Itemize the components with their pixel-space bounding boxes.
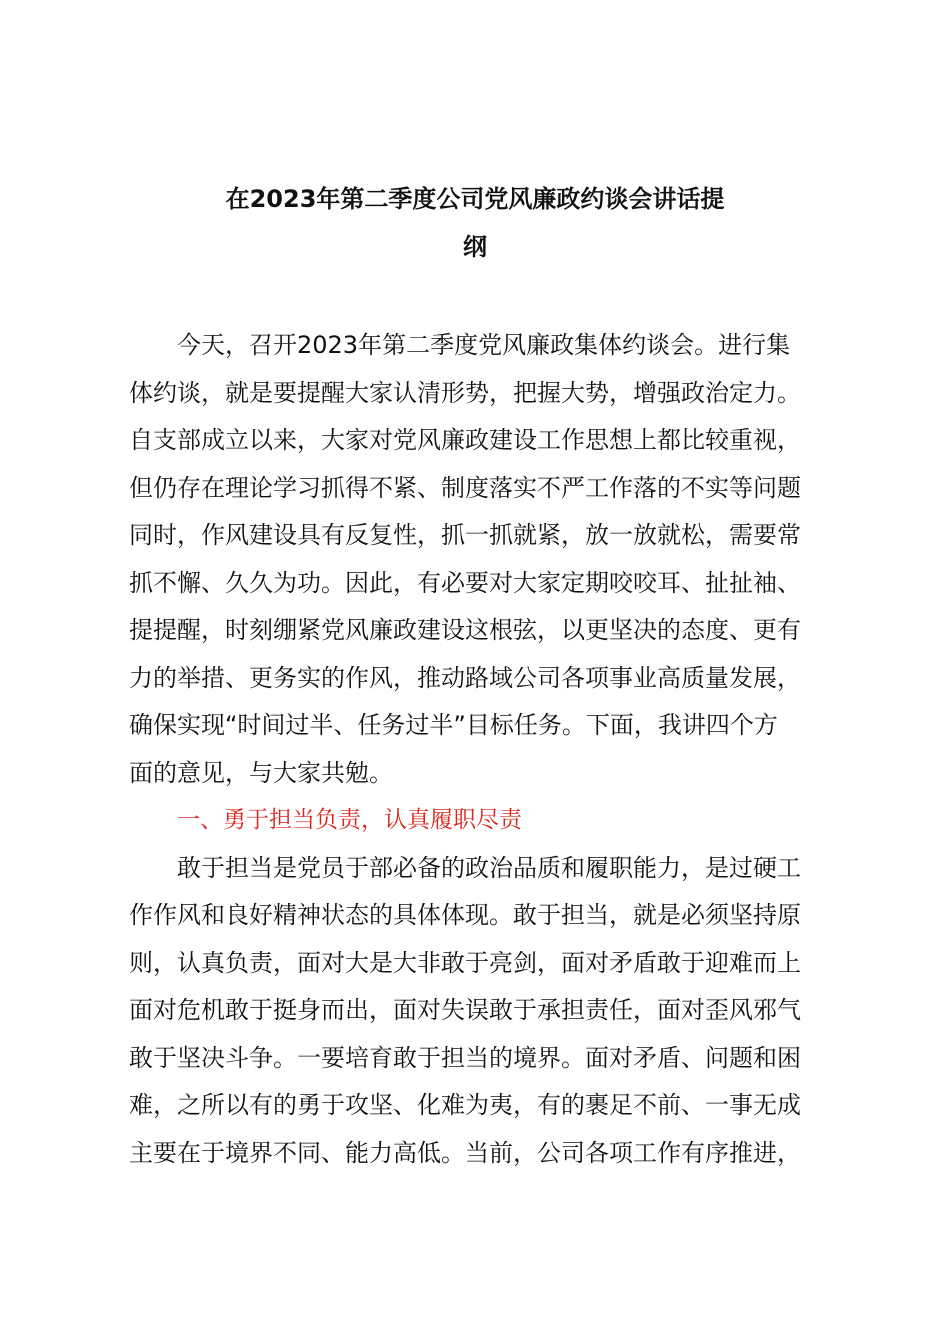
paragraph-line: 敢于担当是党员于部必备的政治品质和履职能力，是过硬工 [177,853,801,882]
paragraph-section-1 [129,845,849,1178]
paragraph-line: 今天，召开2023年第二季度党风廉政集体约谈会。进行集 [177,331,791,359]
paragraph-line: 自支部成立以来，大家对党风廉政建设工作思想上都比较重视， [129,426,801,454]
paragraph-line: 则，认真负责，面对大是大非敢于亮剑，面对矛盾敢于迎难而上 [129,948,801,977]
paragraph-line: 同时，作风建设具有反复性，抓一抓就紧，放一放就松，需要常 [129,521,801,549]
paragraph-line: 提提醒，时刻绷紧党风廉政建设这根弦，以更坚决的态度、更有 [129,616,801,644]
paragraph-line: 面的意见，与大家共勉。 [129,758,393,787]
paragraph-line: 难，之所以有的勇于攻坚、化难为夷，有的裹足不前、一事无成 [129,1091,801,1119]
paragraph-line: 但仍存在理论学习抓得不紧、制度落实不严工作落的不实等问题 [129,473,801,502]
document-body [129,322,849,1177]
paragraph-line: 体约谈，就是要提醒大家认清形势，把握大势，增强政治定力。 [129,378,801,407]
paragraph-line: 力的举措、更务实的作风，推动路域公司各项事业高质量发展， [129,663,801,692]
paragraph-line: 主要在于境界不同、能力高低。当前，公司各项工作有序推进， [129,1138,801,1167]
paragraph-line: 抓不懈、久久为功。因此，有必要对大家定期咬咬耳、扯扯袖、 [129,568,801,597]
title-line-1: 在2023年第二季度公司党风廉政约谈会讲话提 [225,185,725,213]
paragraph-line: 确保实现“时间过半、任务过半”目标任务。下面，我讲四个方 [129,711,778,739]
document-title [0,176,950,271]
paragraph-line: 敢于坚决斗争。一要培育敢于担当的境界。面对矛盾、问题和困 [129,1043,801,1072]
section-heading: 一、勇于担当负责，认真履职尽责 [177,807,522,833]
paragraph-intro [129,322,849,797]
title-line-2: 纲 [463,232,487,261]
paragraph-line: 面对危机敢于挺身而出，面对失误敢于承担责任，面对歪风邪气 [129,996,801,1024]
paragraph-line: 作作风和良好精神状态的具体体现。敢于担当，就是必须坚持原 [129,901,801,929]
